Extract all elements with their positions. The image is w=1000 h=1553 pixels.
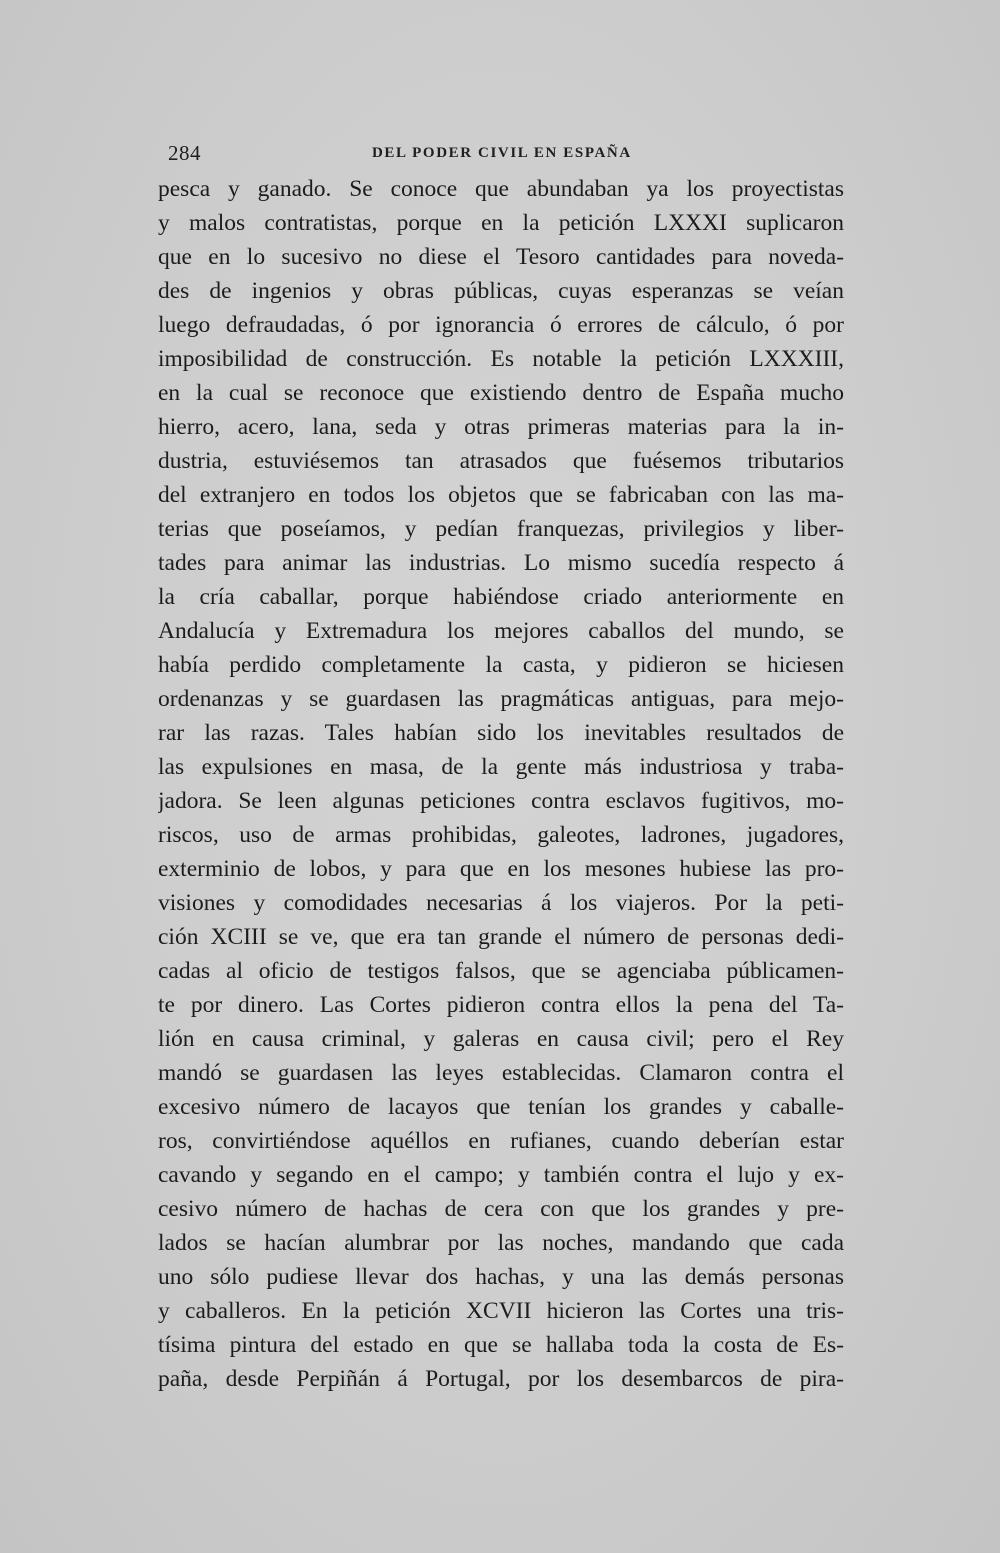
text-line: terias que poseíamos, y pedían franquezas, privilegios y liber- <box>158 516 844 542</box>
text-line: tísima pintura del estado en que se hallaba toda la costa de Es- <box>158 1332 844 1358</box>
body-text <box>158 172 844 1396</box>
text-line: riscos, uso de armas prohibidas, galeotes, ladrones, jugadores, <box>158 822 844 848</box>
text-line: uno sólo pudiese llevar dos hachas, y una las demás personas <box>158 1264 844 1290</box>
text-line: paña, desde Perpiñán á Portugal, por los desembarcos de pira- <box>158 1366 844 1392</box>
text-line: tades para animar las industrias. Lo mismo sucedía respecto á <box>158 550 844 576</box>
text-line: excesivo número de lacayos que tenían los grandes y caballe- <box>158 1094 844 1120</box>
text-line: Andalucía y Extremadura los mejores caballos del mundo, se <box>158 618 844 644</box>
text-line: del extranjero en todos los objetos que se fabricaban con las ma- <box>158 482 844 508</box>
text-line: cesivo número de hachas de cera con que los grandes y pre- <box>158 1196 844 1222</box>
text-line: en la cual se reconoce que existiendo dentro de España mucho <box>158 380 844 406</box>
text-line: lados se hacían alumbrar por las noches, mandando que cada <box>158 1230 844 1256</box>
text-line: visiones y comodidades necesarias á los viajeros. Por la peti- <box>158 890 844 916</box>
text-line: jadora. Se leen algunas peticiones contra esclavos fugitivos, mo- <box>158 788 844 814</box>
text-line: hierro, acero, lana, seda y otras primeras materias para la in- <box>158 414 844 440</box>
text-line: y caballeros. En la petición XCVII hicieron las Cortes una tris- <box>158 1298 844 1324</box>
text-line: rar las razas. Tales habían sido los inevitables resultados de <box>158 720 844 746</box>
text-line: des de ingenios y obras públicas, cuyas esperanzas se veían <box>158 278 844 304</box>
text-line: ros, convirtiéndose aquéllos en rufianes, cuando deberían estar <box>158 1128 844 1154</box>
page-header <box>160 141 846 167</box>
text-line: dustria, estuviésemos tan atrasados que fuésemos tributarios <box>158 448 844 474</box>
text-line: luego defraudadas, ó por ignorancia ó errores de cálculo, ó por <box>158 312 844 338</box>
text-line: ción XCIII se ve, que era tan grande el número de personas dedi- <box>158 924 844 950</box>
text-line: había perdido completamente la casta, y pidieron se hiciesen <box>158 652 844 678</box>
text-line: pesca y ganado. Se conoce que abundaban ya los proyectistas <box>158 176 844 202</box>
text-line: la cría caballar, porque habiéndose criado anteriormente en <box>158 584 844 610</box>
text-line: cadas al oficio de testigos falsos, que se agenciaba públicamen- <box>158 958 844 984</box>
text-line: mandó se guardasen las leyes establecidas. Clamaron contra el <box>158 1060 844 1086</box>
text-line: las expulsiones en masa, de la gente más industriosa y traba- <box>158 754 844 780</box>
text-line: cavando y segando en el campo; y también contra el lujo y ex- <box>158 1162 844 1188</box>
page-number: 284 <box>168 141 201 165</box>
running-head: DEL PODER CIVIL EN ESPAÑA <box>372 145 632 161</box>
text-line: te por dinero. Las Cortes pidieron contra ellos la pena del Ta- <box>158 992 844 1018</box>
text-line: imposibilidad de construcción. Es notable la petición LXXXIII, <box>158 346 844 372</box>
text-line: que en lo sucesivo no diese el Tesoro cantidades para noveda- <box>158 244 844 270</box>
text-line: exterminio de lobos, y para que en los mesones hubiese las pro- <box>158 856 844 882</box>
text-line: ordenanzas y se guardasen las pragmáticas antiguas, para mejo- <box>158 686 844 712</box>
text-line: lión en causa criminal, y galeras en causa civil; pero el Rey <box>158 1026 844 1052</box>
text-line: y malos contratistas, porque en la petición LXXXI suplicaron <box>158 210 844 236</box>
